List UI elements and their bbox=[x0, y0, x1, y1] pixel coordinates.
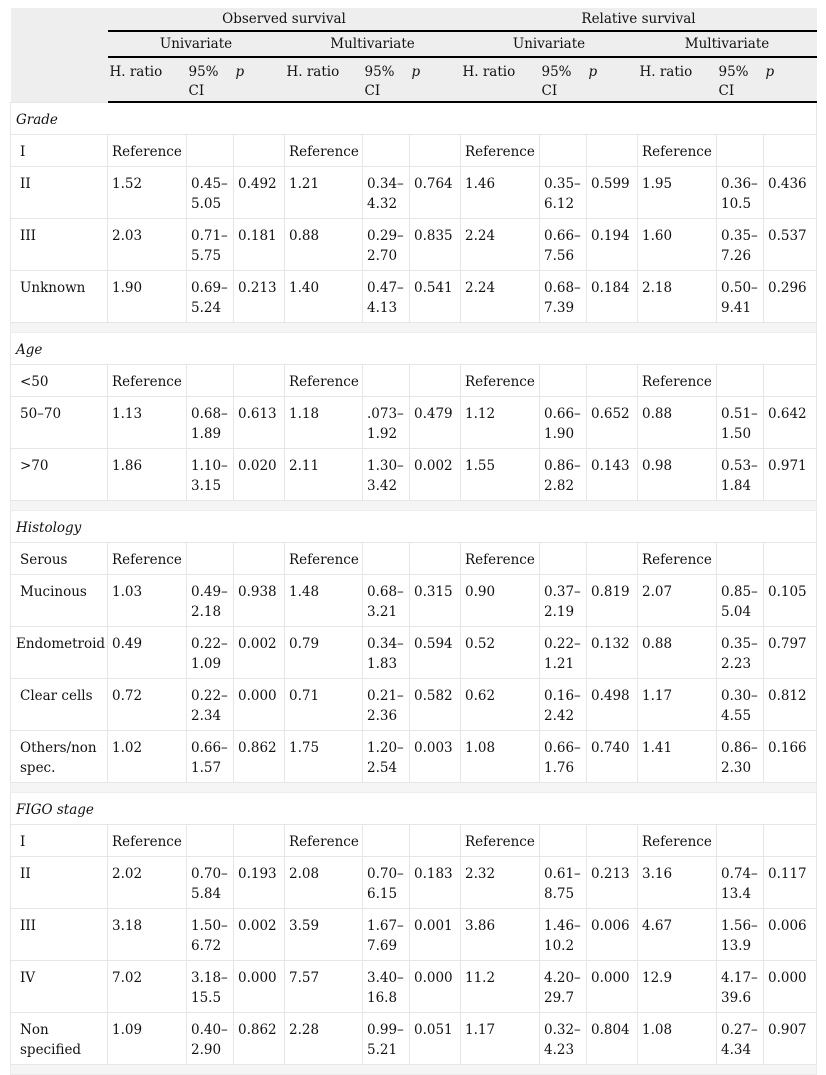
p-value-header: p bbox=[764, 57, 817, 102]
ci-cell: 1.67–7.69 bbox=[363, 909, 410, 961]
ci-cell: 1.50–6.72 bbox=[187, 909, 234, 961]
row-label: <50 bbox=[11, 365, 108, 397]
row-label: Unknown bbox=[11, 271, 108, 323]
table-row bbox=[11, 825, 817, 857]
hazard-ratio-cell: 1.60 bbox=[638, 219, 717, 271]
hazard-ratio-cell: Reference bbox=[638, 825, 717, 857]
p-value-cell: 0.613 bbox=[234, 397, 285, 449]
row-label: >70 bbox=[11, 449, 108, 501]
p-value-cell: 0.862 bbox=[234, 731, 285, 783]
hazard-ratio-cell: 1.48 bbox=[285, 575, 363, 627]
table-row bbox=[11, 397, 817, 449]
ci-cell: 0.50–9.41 bbox=[717, 271, 764, 323]
hazard-ratio-cell: 2.11 bbox=[285, 449, 363, 501]
section-title: Histology bbox=[11, 511, 817, 543]
ci-cell: 1.46–10.2 bbox=[540, 909, 587, 961]
p-value-cell: 0.213 bbox=[234, 271, 285, 323]
hazard-ratio-cell: 0.71 bbox=[285, 679, 363, 731]
row-label: Mucinous bbox=[11, 575, 108, 627]
spacer-cell bbox=[11, 323, 817, 333]
ci-cell: 0.68–7.39 bbox=[540, 271, 587, 323]
p-value-cell: 0.001 bbox=[410, 909, 461, 961]
ci-cell: 0.22–2.34 bbox=[187, 679, 234, 731]
hazard-ratio-cell: 0.88 bbox=[638, 627, 717, 679]
hazard-ratio-cell: Reference bbox=[108, 365, 187, 397]
ci-cell bbox=[540, 135, 587, 167]
row-label: Others/non spec. bbox=[11, 731, 108, 783]
p-value-cell bbox=[234, 825, 285, 857]
p-value-cell: 0.166 bbox=[764, 731, 817, 783]
ci-cell: 0.45–5.05 bbox=[187, 167, 234, 219]
ci-cell: 4.20–29.7 bbox=[540, 961, 587, 1013]
hazard-ratio-cell: 0.62 bbox=[461, 679, 540, 731]
p-value-cell: 0.132 bbox=[587, 627, 638, 679]
hazard-ratio-cell: 1.95 bbox=[638, 167, 717, 219]
ci-cell: .073–1.92 bbox=[363, 397, 410, 449]
hazard-ratio-cell: Reference bbox=[461, 543, 540, 575]
p-value-cell bbox=[764, 135, 817, 167]
row-label: I bbox=[11, 135, 108, 167]
p-value-cell bbox=[587, 543, 638, 575]
hazard-ratio-cell: 2.03 bbox=[108, 219, 187, 271]
ci-cell: 0.69–5.24 bbox=[187, 271, 234, 323]
hazard-ratio-cell: 0.79 bbox=[285, 627, 363, 679]
row-label: III bbox=[11, 909, 108, 961]
ci-cell: 0.35–6.12 bbox=[540, 167, 587, 219]
section-title: FIGO stage bbox=[11, 793, 817, 825]
p-value-cell: 0.594 bbox=[410, 627, 461, 679]
hazard-ratio-cell: 1.02 bbox=[108, 731, 187, 783]
table-row bbox=[11, 961, 817, 1013]
p-value-cell: 0.315 bbox=[410, 575, 461, 627]
spacer-cell bbox=[11, 783, 817, 793]
hazard-ratio-cell: 1.41 bbox=[638, 731, 717, 783]
p-value-cell: 0.000 bbox=[764, 961, 817, 1013]
ci-cell: 1.30–3.42 bbox=[363, 449, 410, 501]
hazard-ratio-cell: 2.32 bbox=[461, 857, 540, 909]
p-value-cell: 0.117 bbox=[764, 857, 817, 909]
p-value-cell: 0.183 bbox=[410, 857, 461, 909]
hazard-ratio-cell: Reference bbox=[285, 825, 363, 857]
ci-cell: 0.29–2.70 bbox=[363, 219, 410, 271]
p-value-cell: 0.537 bbox=[764, 219, 817, 271]
hazard-ratio-cell: 0.88 bbox=[638, 397, 717, 449]
hazard-ratio-cell: 0.90 bbox=[461, 575, 540, 627]
ci-cell bbox=[540, 365, 587, 397]
ci-cell: 0.61–8.75 bbox=[540, 857, 587, 909]
table-row bbox=[11, 271, 817, 323]
p-value-cell: 0.002 bbox=[234, 627, 285, 679]
ci-cell bbox=[717, 135, 764, 167]
ci-cell: 0.34–1.83 bbox=[363, 627, 410, 679]
p-value-cell: 0.652 bbox=[587, 397, 638, 449]
p-value-cell: 0.541 bbox=[410, 271, 461, 323]
ci-cell: 0.53–1.84 bbox=[717, 449, 764, 501]
hazard-ratio-cell: 7.57 bbox=[285, 961, 363, 1013]
spacer-cell bbox=[11, 1065, 817, 1075]
ci-cell: 0.49–2.18 bbox=[187, 575, 234, 627]
hazard-ratio-cell: Reference bbox=[461, 135, 540, 167]
spacer-cell bbox=[11, 501, 817, 511]
p-value-cell bbox=[764, 365, 817, 397]
table-row bbox=[11, 219, 817, 271]
table-row bbox=[11, 731, 817, 783]
ci-header: 95% CI bbox=[363, 57, 410, 102]
p-value-cell: 0.862 bbox=[234, 1013, 285, 1065]
p-value-cell: 0.184 bbox=[587, 271, 638, 323]
hazard-ratio-cell: 1.75 bbox=[285, 731, 363, 783]
ci-cell: 0.27–4.34 bbox=[717, 1013, 764, 1065]
hazard-ratio-cell: 3.18 bbox=[108, 909, 187, 961]
ci-cell: 1.20–2.54 bbox=[363, 731, 410, 783]
p-value-cell bbox=[410, 135, 461, 167]
hazard-ratio-cell: 3.16 bbox=[638, 857, 717, 909]
p-value-cell: 0.819 bbox=[587, 575, 638, 627]
hazard-ratio-cell: 1.90 bbox=[108, 271, 187, 323]
ci-cell: 0.70–6.15 bbox=[363, 857, 410, 909]
hazard-ratio-cell: 1.55 bbox=[461, 449, 540, 501]
row-label: Endometroid bbox=[11, 627, 108, 679]
ci-cell bbox=[363, 543, 410, 575]
hazard-ratio-cell: 1.21 bbox=[285, 167, 363, 219]
p-value-cell: 0.003 bbox=[410, 731, 461, 783]
hazard-ratio-cell: 1.46 bbox=[461, 167, 540, 219]
hazard-ratio-cell: 11.2 bbox=[461, 961, 540, 1013]
p-value-cell: 0.051 bbox=[410, 1013, 461, 1065]
table-body bbox=[11, 102, 817, 1075]
section-spacer bbox=[11, 1065, 817, 1075]
hazard-ratio-cell: 1.09 bbox=[108, 1013, 187, 1065]
hazard-ratio-cell: 2.28 bbox=[285, 1013, 363, 1065]
hazard-ratio-cell: Reference bbox=[461, 365, 540, 397]
hazard-ratio-cell: Reference bbox=[108, 543, 187, 575]
ci-cell: 0.37–2.19 bbox=[540, 575, 587, 627]
p-value-cell: 0.006 bbox=[587, 909, 638, 961]
ci-cell: 4.17–39.6 bbox=[717, 961, 764, 1013]
p-value-cell bbox=[234, 365, 285, 397]
row-label: IV bbox=[11, 961, 108, 1013]
table-row bbox=[11, 857, 817, 909]
observed-multivariate-header: Multivariate bbox=[285, 31, 461, 57]
hazard-ratio-header: H. ratio bbox=[461, 57, 540, 102]
ci-cell: 0.22–1.09 bbox=[187, 627, 234, 679]
table-row bbox=[11, 135, 817, 167]
ci-header: 95% CI bbox=[187, 57, 234, 102]
p-value-cell: 0.000 bbox=[587, 961, 638, 1013]
p-value-cell: 0.000 bbox=[234, 679, 285, 731]
hazard-ratio-cell: 2.24 bbox=[461, 271, 540, 323]
p-value-cell: 0.971 bbox=[764, 449, 817, 501]
hazard-ratio-cell: 2.02 bbox=[108, 857, 187, 909]
p-value-cell: 0.907 bbox=[764, 1013, 817, 1065]
ci-cell: 0.85–5.04 bbox=[717, 575, 764, 627]
hazard-ratio-cell: 7.02 bbox=[108, 961, 187, 1013]
p-value-cell bbox=[587, 135, 638, 167]
section-header-row bbox=[11, 102, 817, 135]
hazard-ratio-header: H. ratio bbox=[108, 57, 187, 102]
ci-cell bbox=[540, 825, 587, 857]
ci-cell: 0.32–4.23 bbox=[540, 1013, 587, 1065]
table-row bbox=[11, 1013, 817, 1065]
ci-cell: 0.71–5.75 bbox=[187, 219, 234, 271]
ci-cell: 0.36–10.5 bbox=[717, 167, 764, 219]
p-value-cell: 0.804 bbox=[587, 1013, 638, 1065]
p-value-cell: 0.213 bbox=[587, 857, 638, 909]
section-header-row bbox=[11, 333, 817, 365]
p-value-cell: 0.002 bbox=[410, 449, 461, 501]
table-header bbox=[11, 8, 817, 102]
ci-cell: 0.34–4.32 bbox=[363, 167, 410, 219]
p-value-cell bbox=[234, 543, 285, 575]
section-header-row bbox=[11, 511, 817, 543]
hazard-ratio-header: H. ratio bbox=[285, 57, 363, 102]
row-label: II bbox=[11, 167, 108, 219]
hazard-ratio-cell: 3.86 bbox=[461, 909, 540, 961]
p-value-cell bbox=[410, 543, 461, 575]
p-value-cell bbox=[234, 135, 285, 167]
p-value-cell: 0.835 bbox=[410, 219, 461, 271]
p-value-cell: 0.105 bbox=[764, 575, 817, 627]
p-value-cell: 0.498 bbox=[587, 679, 638, 731]
hazard-ratio-cell: 2.08 bbox=[285, 857, 363, 909]
p-value-cell: 0.436 bbox=[764, 167, 817, 219]
relative-multivariate-header: Multivariate bbox=[638, 31, 817, 57]
hazard-ratio-cell: 1.08 bbox=[638, 1013, 717, 1065]
hazard-ratio-cell: 0.52 bbox=[461, 627, 540, 679]
ci-cell: 0.66–1.76 bbox=[540, 731, 587, 783]
p-value-cell: 0.740 bbox=[587, 731, 638, 783]
p-value-cell: 0.642 bbox=[764, 397, 817, 449]
ci-cell bbox=[717, 365, 764, 397]
p-value-cell: 0.812 bbox=[764, 679, 817, 731]
hazard-ratio-cell: Reference bbox=[285, 543, 363, 575]
hazard-ratio-cell: Reference bbox=[461, 825, 540, 857]
p-value-cell: 0.599 bbox=[587, 167, 638, 219]
ci-cell: 3.40–16.8 bbox=[363, 961, 410, 1013]
row-label: 50–70 bbox=[11, 397, 108, 449]
hazard-ratio-cell: Reference bbox=[285, 365, 363, 397]
ci-cell: 0.74–13.4 bbox=[717, 857, 764, 909]
ci-cell: 0.66–1.90 bbox=[540, 397, 587, 449]
hazard-ratio-cell: 1.40 bbox=[285, 271, 363, 323]
ci-cell bbox=[363, 365, 410, 397]
p-value-cell bbox=[764, 543, 817, 575]
p-value-cell: 0.492 bbox=[234, 167, 285, 219]
table-row bbox=[11, 575, 817, 627]
p-value-cell: 0.582 bbox=[410, 679, 461, 731]
ci-cell: 0.70–5.84 bbox=[187, 857, 234, 909]
hazard-ratio-cell: 1.13 bbox=[108, 397, 187, 449]
hazard-ratio-cell: 1.08 bbox=[461, 731, 540, 783]
ci-cell: 0.35–7.26 bbox=[717, 219, 764, 271]
ci-cell: 0.35–2.23 bbox=[717, 627, 764, 679]
ci-cell bbox=[717, 825, 764, 857]
ci-cell bbox=[187, 135, 234, 167]
ci-cell: 0.66–7.56 bbox=[540, 219, 587, 271]
p-value-cell: 0.296 bbox=[764, 271, 817, 323]
hazard-ratio-header: H. ratio bbox=[638, 57, 717, 102]
table-row bbox=[11, 627, 817, 679]
ci-cell: 0.47–4.13 bbox=[363, 271, 410, 323]
hazard-ratio-cell: Reference bbox=[108, 825, 187, 857]
observed-univariate-header: Univariate bbox=[108, 31, 285, 57]
hazard-ratio-cell: 3.59 bbox=[285, 909, 363, 961]
ci-cell: 0.86–2.30 bbox=[717, 731, 764, 783]
hazard-ratio-cell: Reference bbox=[638, 543, 717, 575]
row-label: Serous bbox=[11, 543, 108, 575]
hazard-ratio-cell: Reference bbox=[108, 135, 187, 167]
ci-cell bbox=[187, 365, 234, 397]
hazard-ratio-cell: Reference bbox=[638, 135, 717, 167]
ci-cell: 0.66–1.57 bbox=[187, 731, 234, 783]
ci-cell: 0.22–1.21 bbox=[540, 627, 587, 679]
hazard-ratio-cell: 1.03 bbox=[108, 575, 187, 627]
ci-cell: 0.99–5.21 bbox=[363, 1013, 410, 1065]
p-value-cell: 0.764 bbox=[410, 167, 461, 219]
hazard-ratio-cell: 1.86 bbox=[108, 449, 187, 501]
hazard-ratio-cell: 0.72 bbox=[108, 679, 187, 731]
p-value-cell: 0.797 bbox=[764, 627, 817, 679]
ci-cell: 0.51–1.50 bbox=[717, 397, 764, 449]
survival-table-container bbox=[10, 8, 816, 1075]
ci-cell bbox=[540, 543, 587, 575]
ci-cell: 0.40–2.90 bbox=[187, 1013, 234, 1065]
p-value-cell: 0.181 bbox=[234, 219, 285, 271]
ci-cell: 1.56–13.9 bbox=[717, 909, 764, 961]
ci-cell bbox=[363, 135, 410, 167]
table-row bbox=[11, 365, 817, 397]
hazard-ratio-cell: 1.52 bbox=[108, 167, 187, 219]
ci-cell: 0.30–4.55 bbox=[717, 679, 764, 731]
row-label: Clear cells bbox=[11, 679, 108, 731]
section-spacer bbox=[11, 783, 817, 793]
table-row bbox=[11, 909, 817, 961]
section-spacer bbox=[11, 323, 817, 333]
p-value-cell bbox=[764, 825, 817, 857]
hazard-ratio-cell: 2.24 bbox=[461, 219, 540, 271]
ci-cell bbox=[187, 543, 234, 575]
row-label: II bbox=[11, 857, 108, 909]
column-subheaders bbox=[11, 57, 817, 102]
ci-cell: 0.16–2.42 bbox=[540, 679, 587, 731]
survival-table bbox=[10, 8, 817, 1075]
table-row bbox=[11, 679, 817, 731]
p-value-cell bbox=[410, 825, 461, 857]
ci-cell: 0.68–3.21 bbox=[363, 575, 410, 627]
relative-survival-header: Relative survival bbox=[461, 8, 817, 31]
ci-cell: 0.86–2.82 bbox=[540, 449, 587, 501]
p-value-cell: 0.479 bbox=[410, 397, 461, 449]
hazard-ratio-cell: 1.12 bbox=[461, 397, 540, 449]
p-value-cell: 0.000 bbox=[410, 961, 461, 1013]
p-value-cell: 0.006 bbox=[764, 909, 817, 961]
hazard-ratio-cell: 4.67 bbox=[638, 909, 717, 961]
p-value-header: p bbox=[410, 57, 461, 102]
row-label: Non specified bbox=[11, 1013, 108, 1065]
ci-cell: 3.18–15.5 bbox=[187, 961, 234, 1013]
p-value-cell bbox=[587, 365, 638, 397]
hazard-ratio-cell: Reference bbox=[285, 135, 363, 167]
row-label: I bbox=[11, 825, 108, 857]
hazard-ratio-cell: 0.49 bbox=[108, 627, 187, 679]
p-value-cell: 0.000 bbox=[234, 961, 285, 1013]
ci-cell bbox=[363, 825, 410, 857]
hazard-ratio-cell: Reference bbox=[638, 365, 717, 397]
ci-cell: 0.21–2.36 bbox=[363, 679, 410, 731]
ci-cell: 1.10–3.15 bbox=[187, 449, 234, 501]
ci-header: 95% CI bbox=[540, 57, 587, 102]
section-spacer bbox=[11, 501, 817, 511]
p-value-cell: 0.193 bbox=[234, 857, 285, 909]
p-value-cell bbox=[410, 365, 461, 397]
hazard-ratio-cell: 2.07 bbox=[638, 575, 717, 627]
p-value-cell: 0.143 bbox=[587, 449, 638, 501]
hazard-ratio-cell: 1.18 bbox=[285, 397, 363, 449]
hazard-ratio-cell: 2.18 bbox=[638, 271, 717, 323]
row-label: III bbox=[11, 219, 108, 271]
section-title: Grade bbox=[11, 102, 817, 135]
hazard-ratio-cell: 0.88 bbox=[285, 219, 363, 271]
p-value-cell: 0.002 bbox=[234, 909, 285, 961]
p-value-cell: 0.938 bbox=[234, 575, 285, 627]
hazard-ratio-cell: 1.17 bbox=[461, 1013, 540, 1065]
p-value-header: p bbox=[587, 57, 638, 102]
section-title: Age bbox=[11, 333, 817, 365]
observed-survival-header: Observed survival bbox=[108, 8, 461, 31]
hazard-ratio-cell: 12.9 bbox=[638, 961, 717, 1013]
section-header-row bbox=[11, 793, 817, 825]
hazard-ratio-cell: 1.17 bbox=[638, 679, 717, 731]
ci-cell bbox=[187, 825, 234, 857]
p-value-cell: 0.020 bbox=[234, 449, 285, 501]
relative-univariate-header: Univariate bbox=[461, 31, 638, 57]
p-value-header: p bbox=[234, 57, 285, 102]
corner-cell bbox=[11, 8, 108, 102]
p-value-cell: 0.194 bbox=[587, 219, 638, 271]
table-row bbox=[11, 449, 817, 501]
table-row bbox=[11, 167, 817, 219]
ci-header: 95% CI bbox=[717, 57, 764, 102]
table-row bbox=[11, 543, 817, 575]
hazard-ratio-cell: 0.98 bbox=[638, 449, 717, 501]
p-value-cell bbox=[587, 825, 638, 857]
ci-cell bbox=[717, 543, 764, 575]
ci-cell: 0.68–1.89 bbox=[187, 397, 234, 449]
